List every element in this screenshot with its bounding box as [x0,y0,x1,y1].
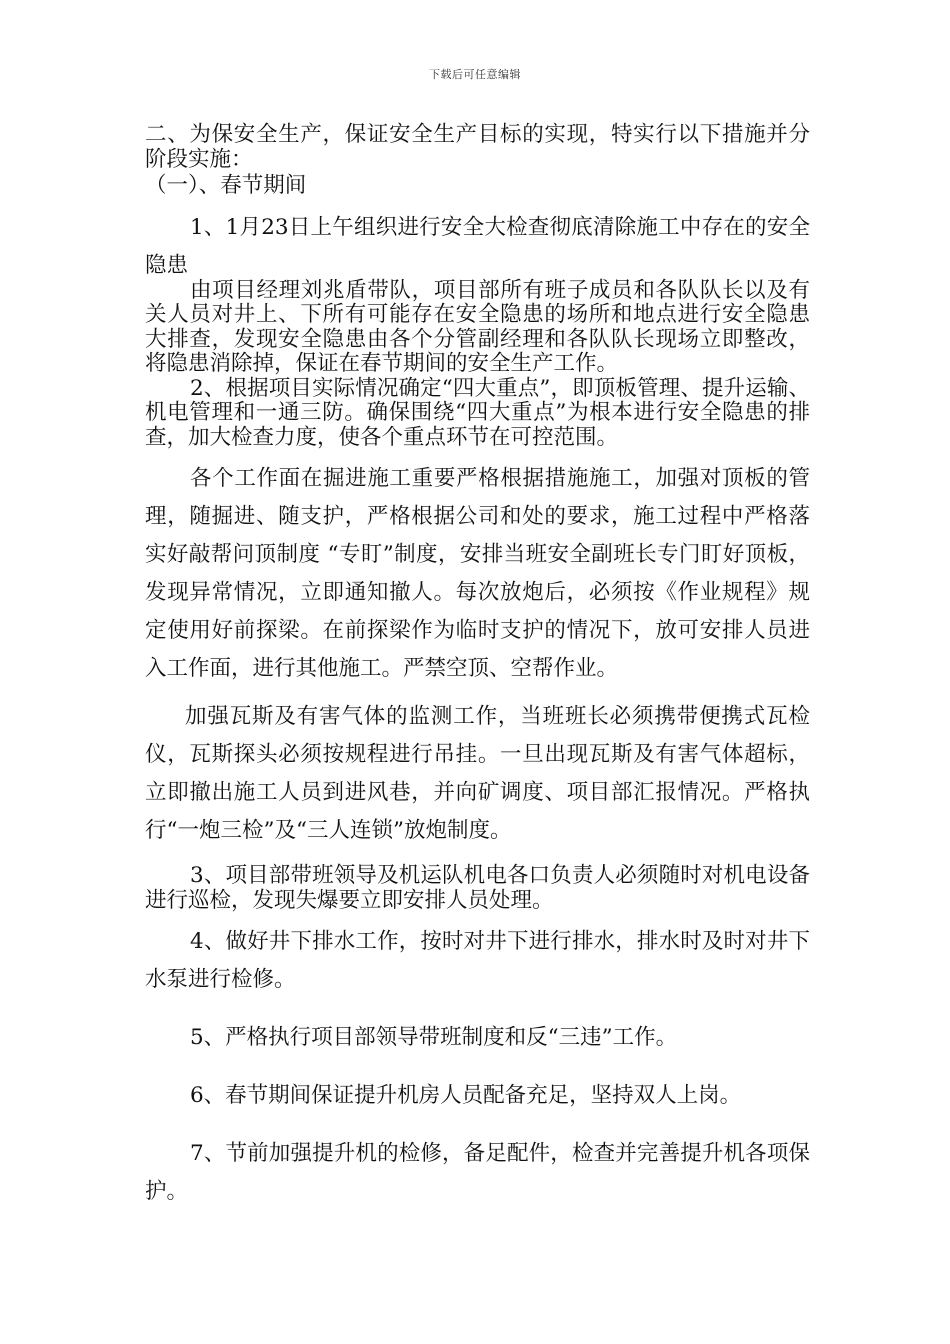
item-1-title: 1、1月23日上午组织进行安全大检查彻底清除施工中存在的安全隐患 [145,214,810,278]
item-2-workface-paragraph: 各个工作面在掘进施工重要严格根据措施施工，加强对顶板的管理，随掘进、随支护，严格根据公司和处的要求，施工过程中严格落实好敲帮问顶制度 “专盯”制度，安排当班安全副班长专门盯好顶板，发现异常情况，立即通知撤人。每次放炮后，必须按《作业规程》规定使用好前探梁。在前探梁作为临时支护的情况下，放可安排人员进入工作面，进行其他施工。严禁空顶、空帮作业。 [145,466,810,681]
item-7: 7、节前加强提升机的检修，备足配件，检查并完善提升机各项保护。 [145,1141,810,1204]
gas-monitoring-paragraph: 加强瓦斯及有害气体的监测工作，当班班长必须携带便携式瓦检仪，瓦斯探头必须按规程进行吊挂。一旦出现瓦斯及有害气体超标，立即撤出施工人员到进风巷，并向矿调度、项目部汇报情况。严格执行“一炮三检”及“三人连锁”放炮制度。 [145,704,810,843]
item-3: 3、项目部带班领导及机运队机电各口负责人必须随时对机电设备进行巡检，发现失爆要立即安排人员处理。 [145,863,810,913]
item-6: 6、春节期间保证提升机房人员配备充足，坚持双人上岗。 [190,1083,742,1108]
item-1-body: 由项目经理刘兆盾带队，项目部所有班子成员和各队队长以及有关人员对井上、下所有可能存在安全隐患的场所和地点进行安全隐患大排查，发现安全隐患由各个分管副经理和各队队长现场立即整改，将隐患消除掉，保证在春节期间的安全生产工作。 [145,277,810,376]
item-2: 2、根据项目实际情况确定“四大重点”，即顶板管理、提升运输、机电管理和一通三防。确保围绕“四大重点”为根本进行安全隐患的排查，加大检查力度，使各个重点环节在可控范围。 [145,375,810,450]
page-header: 下载后可任意编辑 [429,68,521,81]
section-heading: 二、为保安全生产，保证安全生产目标的实现，特实行以下措施并分阶段实施： [145,122,810,172]
document-body [145,123,810,1211]
item-5: 5、严格执行项目部领导带班制度和反“三违”工作。 [190,1025,678,1050]
subsection-heading: （一）、春节期间 [145,173,307,198]
item-4: 4、做好井下排水工作，按时对井下进行排水，排水时及时对井下水泵进行检修。 [145,929,810,992]
